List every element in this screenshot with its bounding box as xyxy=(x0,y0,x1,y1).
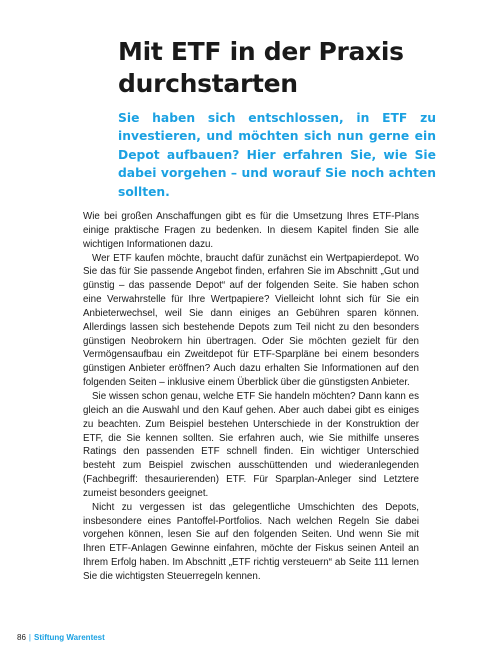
body-text xyxy=(83,210,419,584)
body-paragraph: Sie wissen schon genau, welche ETF Sie handeln möchten? Dann kann es gleich an die Auswahl und den Kauf gehen. Aber auch dabei gibt es einiges zu beachten. Zum Beispiel bestehen Unterschiede in der Konstruktion der ETF, die Sie kennen sollten. Sie erfahren auch, wie Sie mithilfe unseres Ratings den passenden ETF schnell finden. Ein wichtiger Unterschied besteht zum Beispiel zwischen ausschüttenden und wiederanlegenden (Fachbegriff: thesaurierenden) ETF. Für Sparplan-Anleger sind Letztere zumeist besonders geeignet. xyxy=(83,390,419,499)
chapter-title: Mit ETF in der Praxis durchstarten xyxy=(118,37,404,98)
chapter-intro: Sie haben sich entschlossen, in ETF zu investieren, und möchten sich nun gerne ein Depot aufbauen? Hier erfahren Sie, wie Sie dabei vorgehen – und worauf Sie noch achten sollten. xyxy=(118,111,436,199)
page-footer xyxy=(17,633,105,643)
body-paragraph: Wie bei großen Anschaffungen gibt es für die Umsetzung Ihres ETF-Plans einige praktische Fragen zu bedenken. In diesem Kapitel finden Sie alle wichtigen Informationen dazu. xyxy=(83,211,419,250)
body-paragraph: Wer ETF kaufen möchte, braucht dafür zunächst ein Wertpapierdepot. Wo Sie das für Sie passende Angebot finden, erfahren Sie im Abschnitt „Gut und günstig – das passende Depot“ auf der folgenden Seite. Sie haben schon eine Verwahrstelle für Ihre Wertpapiere? Vielleicht lohnt sich für Sie ein Anbieterwechsel, weil Sie dann einiges an Gebühren sparen können. Allerdings lassen sich bestehende Depots zum Teil nicht zu den besonders günstigen Neobrokern hin übertragen. Oder Sie möchten gezielt für den Vermögensaufbau ein Zweitdepot für ETF-Sparpläne bei einem besonders günstigen Anbieter eröffnen? Auch dazu erhalten Sie Informationen auf den folgenden Seiten – inklusive einem Überblick über die günstigsten Anbieter. xyxy=(83,252,419,389)
page-number: 86 xyxy=(17,633,26,642)
footer-separator: | xyxy=(28,633,31,642)
publisher-name: Stiftung Warentest xyxy=(33,633,105,642)
body-paragraph: Nicht zu vergessen ist das gelegentliche Umschichten des Depots, insbesondere eines Pantoffel-Portfolios. Nach welchen Regeln Sie dabei vorgehen können, lesen Sie auf den folgenden Seiten. Und wenn Sie mit Ihren ETF-Anlagen Gewinne einfahren, möchte der Fiskus seinen Anteil an Ihrem Erfolg haben. Im Abschnitt „ETF richtig versteuern“ ab Seite 111 lernen Sie die wichtigsten Steuerregeln kennen. xyxy=(83,501,419,582)
